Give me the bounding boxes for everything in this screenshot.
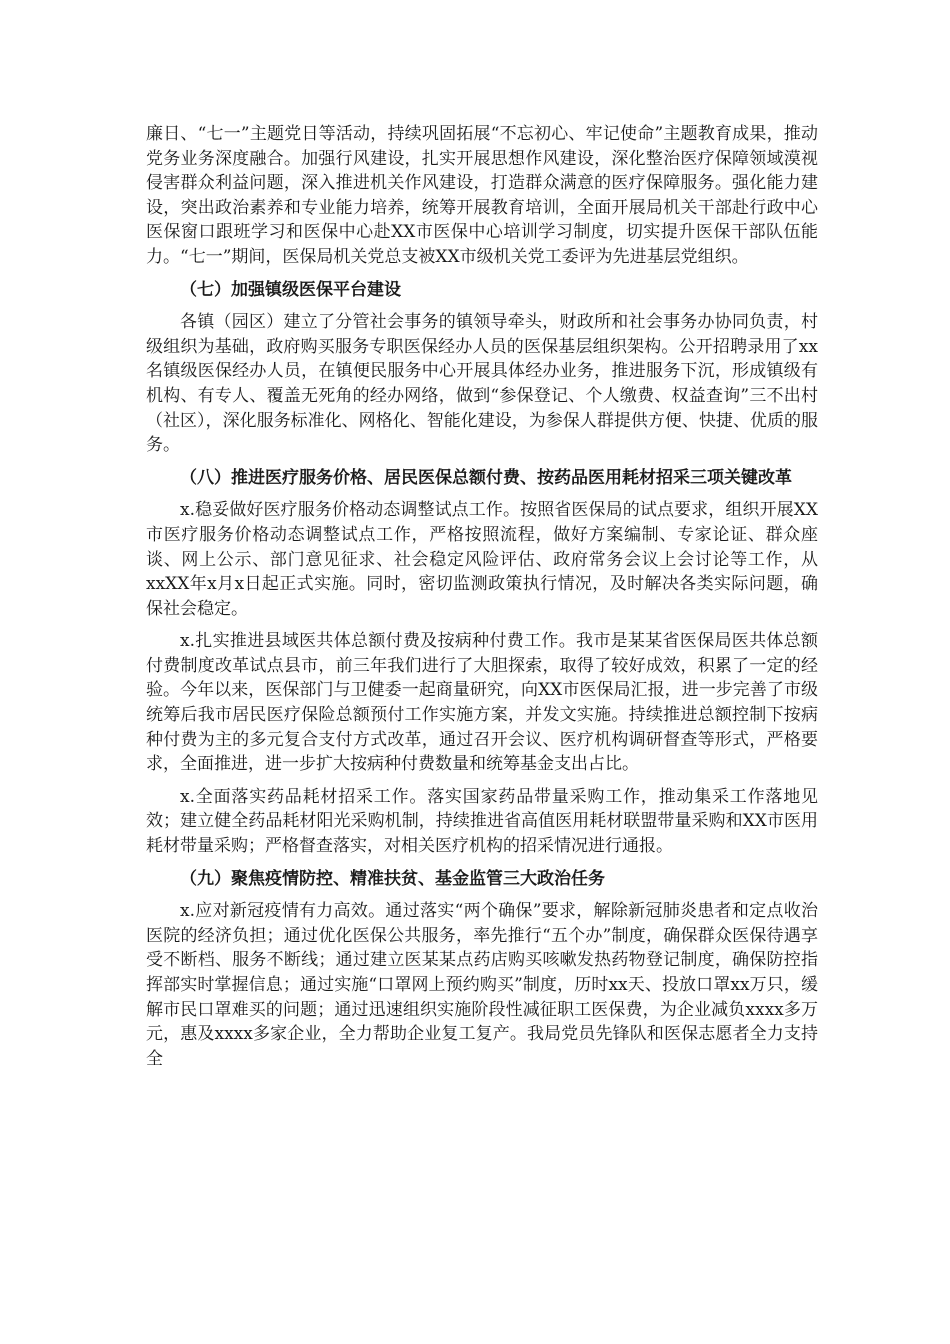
paragraph-town-platform: 各镇（园区）建立了分管社会事务的镇领导牵头，财政所和社会事务办协同负责，村级组织为基础，政府购买服务专职医保经办人员的医保基层组织架构。公开招聘录用了xx名镇级医保经办人员，在镇便民服务中心开展具体经办业务，推进服务下沉，形成镇级有机构、有专人、覆盖无死角的经办网络，做到“参保登记、个人缴费、权益查询”三不出村（社区），深化服务标准化、网格化、智能化建设，为参保人群提供方便、快捷、优质的服务。	[146, 312, 818, 456]
paragraph-price-adjustment: x.稳妥做好医疗服务价格动态调整试点工作。按照省医保局的试点要求，组织开展XX市医疗服务价格动态调整试点工作，严格按照流程，做好方案编制、专家论证、群众座谈、网上公示、部门意见征求、社会稳定风险评估、政府常务会议上会讨论等工作，从xxXX年x月x日起正式实施。同时，密切监测政策执行情况，及时解决各类实际问题，确保社会稳定。	[146, 500, 818, 619]
document-page	[146, 122, 818, 1079]
paragraph-procurement: x.全面落实药品耗材招采工作。落实国家药品带量采购工作，推动集采工作落地见效；建立健全药品耗材阳光采购机制，持续推进省高值医用耗材联盟带量采购和XX市医用耗材带量采购；严格督查落实，对相关医疗机构的招采情况进行通报。	[146, 786, 818, 857]
paragraph-total-payment: x.扎实推进县域医共体总额付费及按病种付费工作。我市是某某省医保局医共体总额付费制度改革试点县市，前三年我们进行了大胆探索，取得了较好成效，积累了一定的经验。今年以来，医保部门与卫健委一起商量研究，向XX市医保局汇报，进一步完善了市级统筹后我市居民医疗保险总额预付工作实施方案，并发文实施。持续推进总额控制下按病种付费为主的多元复合支付方式改革，通过召开会议、医疗机构调研督查等形式，严格要求，全面推进，进一步扩大按病种付费数量和统筹基金支出占比。	[146, 631, 818, 775]
paragraph-party-building: 廉日、“七一”主题党日等活动，持续巩固拓展“不忘初心、牢记使命”主题教育成果，推动党务业务深度融合。加强行风建设，扎实开展思想作风建设，深化整治医疗保障领域漠视侵害群众利益问题，深入推进机关作风建设，打造群众满意的医疗保障服务。强化能力建设，突出政治素养和专业能力培养，统筹开展教育培训，全面开展局机关干部赴行政中心医保窗口跟班学习和医保中心赴XX市医保中心培训学习制度，切实提升医保干部队伍能力。“七一”期间，医保局机关党总支被XX市级机关党工委评为先进基层党组织。	[146, 124, 818, 267]
section-heading-8: （八）推进医疗服务价格、居民医保总额付费、按药品医用耗材招采三项关键改革	[180, 467, 792, 488]
paragraph-epidemic-response: x.应对新冠疫情有力高效。通过落实“两个确保”要求，解除新冠肺炎患者和定点收治医院的经济负担；通过优化医保公共服务，率先推行“五个办”制度，确保群众医保待遇享受不断档、服务不断线；通过建立医某某点药店购买咳嗽发热药物登记制度，确保防控指挥部实时掌握信息；通过实施“口罩网上预约购买”制度，历时xx天、投放口罩xx万只，缓解市民口罩难买的问题；通过迅速组织实施阶段性减征职工医保费，为企业减负xxxx多万元，惠及xxxx多家企业，全力帮助企业复工复产。我局党员先锋队和医保志愿者全力支持全	[146, 901, 818, 1069]
section-heading-7: （七）加强镇级医保平台建设	[180, 279, 401, 300]
section-heading-9: （九）聚焦疫情防控、精准扶贫、基金监管三大政治任务	[180, 868, 605, 889]
